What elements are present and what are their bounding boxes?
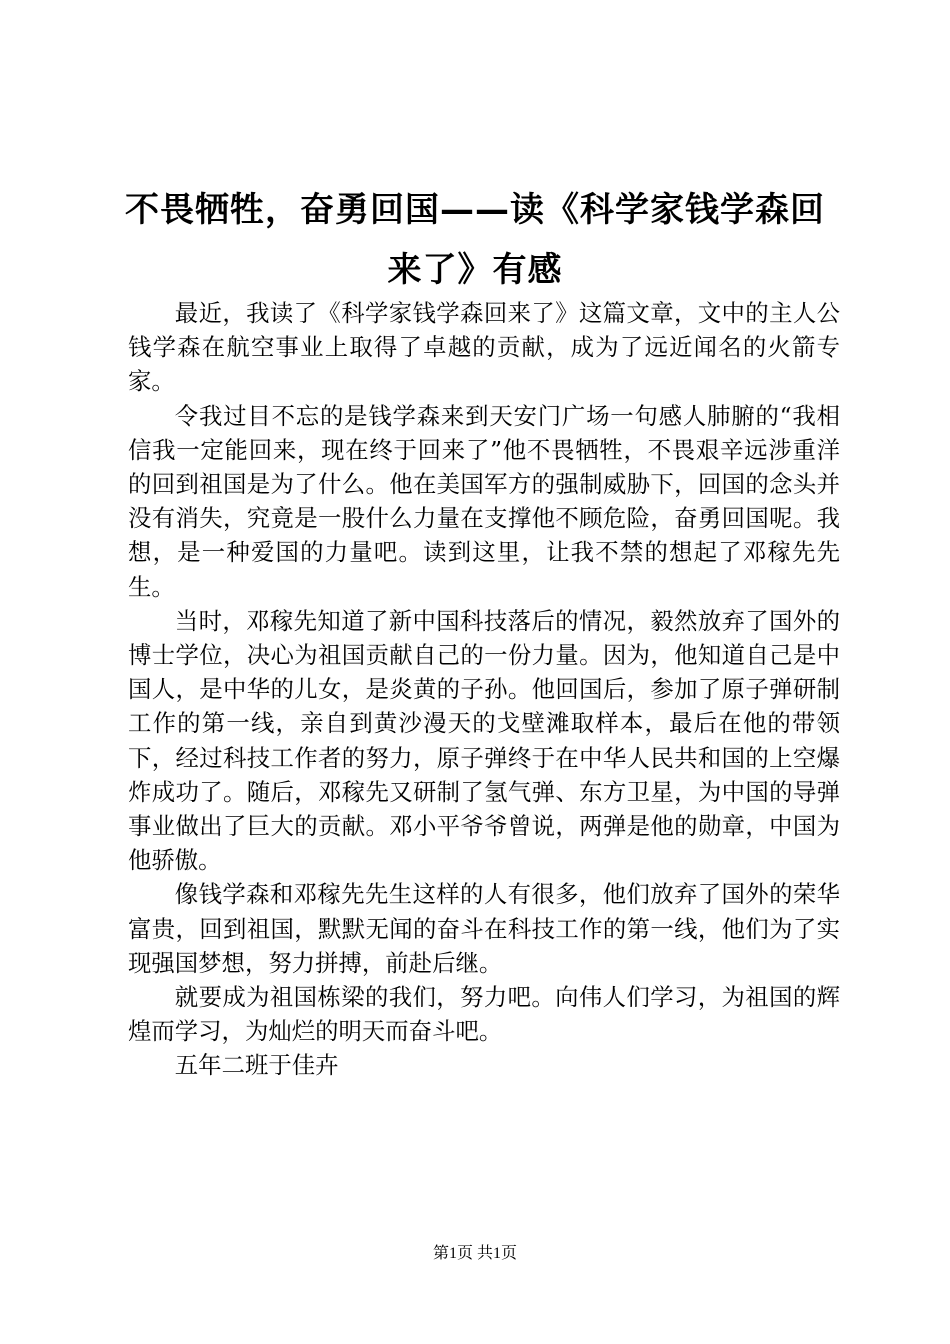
paragraph-2: 令我过目不忘的是钱学森来到天安门广场一句感人肺腑的“我相信我一定能回来，现在终于回来了”他不畏牺牲，不畏艰辛远涉重洋的回到祖国是为了什么。他在美国军方的强制威胁下，回国的念头并没有消失，究竟是一股什么力量在支撑他不顾危险，奋勇回国呢。我想，是一种爱国的力量吧。读到这里，让我不禁的想起了邓稼先先生。 bbox=[128, 401, 840, 601]
paragraph-1: 最近，我读了《科学家钱学森回来了》这篇文章，文中的主人公钱学森在航空事业上取得了卓越的贡献，成为了远近闻名的火箭专家。 bbox=[128, 299, 840, 396]
paragraph-3: 当时，邓稼先知道了新中国科技落后的情况，毅然放弃了国外的博士学位，决心为祖国贡献自己的一份力量。因为，他知道自己是中国人，是中华的儿女，是炎黄的子孙。他回国后，参加了原子弹研制工作的第一线，亲自到黄沙漫天的戈壁滩取样本，最后在他的带领下，经过科技工作者的努力，原子弹终于在中华人民共和国的上空爆炸成功了。随后，邓稼先又研制了氢气弹、东方卫星，为中国的导弹事业做出了巨大的贡献。邓小平爷爷曾说，两弹是他的勋章，中国为他骄傲。 bbox=[128, 606, 840, 875]
title-line-1: 不畏牺牲，奋勇回国——读《科学家钱学森回 bbox=[125, 190, 825, 230]
title-line-2: 来了》有感 bbox=[387, 250, 563, 290]
page-footer: 第1页 共1页 bbox=[432, 1245, 517, 1262]
paragraph-4: 像钱学森和邓稼先先生这样的人有很多，他们放弃了国外的荣华富贵，回到祖国，默默无闻的奋斗在科技工作的第一线，他们为了实现强国梦想，努力拼搏，前赴后继。 bbox=[128, 880, 840, 977]
document-body bbox=[128, 296, 840, 1083]
author-signature: 五年二班于佳卉 bbox=[174, 1051, 339, 1080]
document-title bbox=[110, 180, 840, 300]
paragraph-5: 就要成为祖国栋梁的我们，努力吧。向伟人们学习，为祖国的辉煌而学习，为灿烂的明天而奋斗吧。 bbox=[128, 983, 840, 1046]
